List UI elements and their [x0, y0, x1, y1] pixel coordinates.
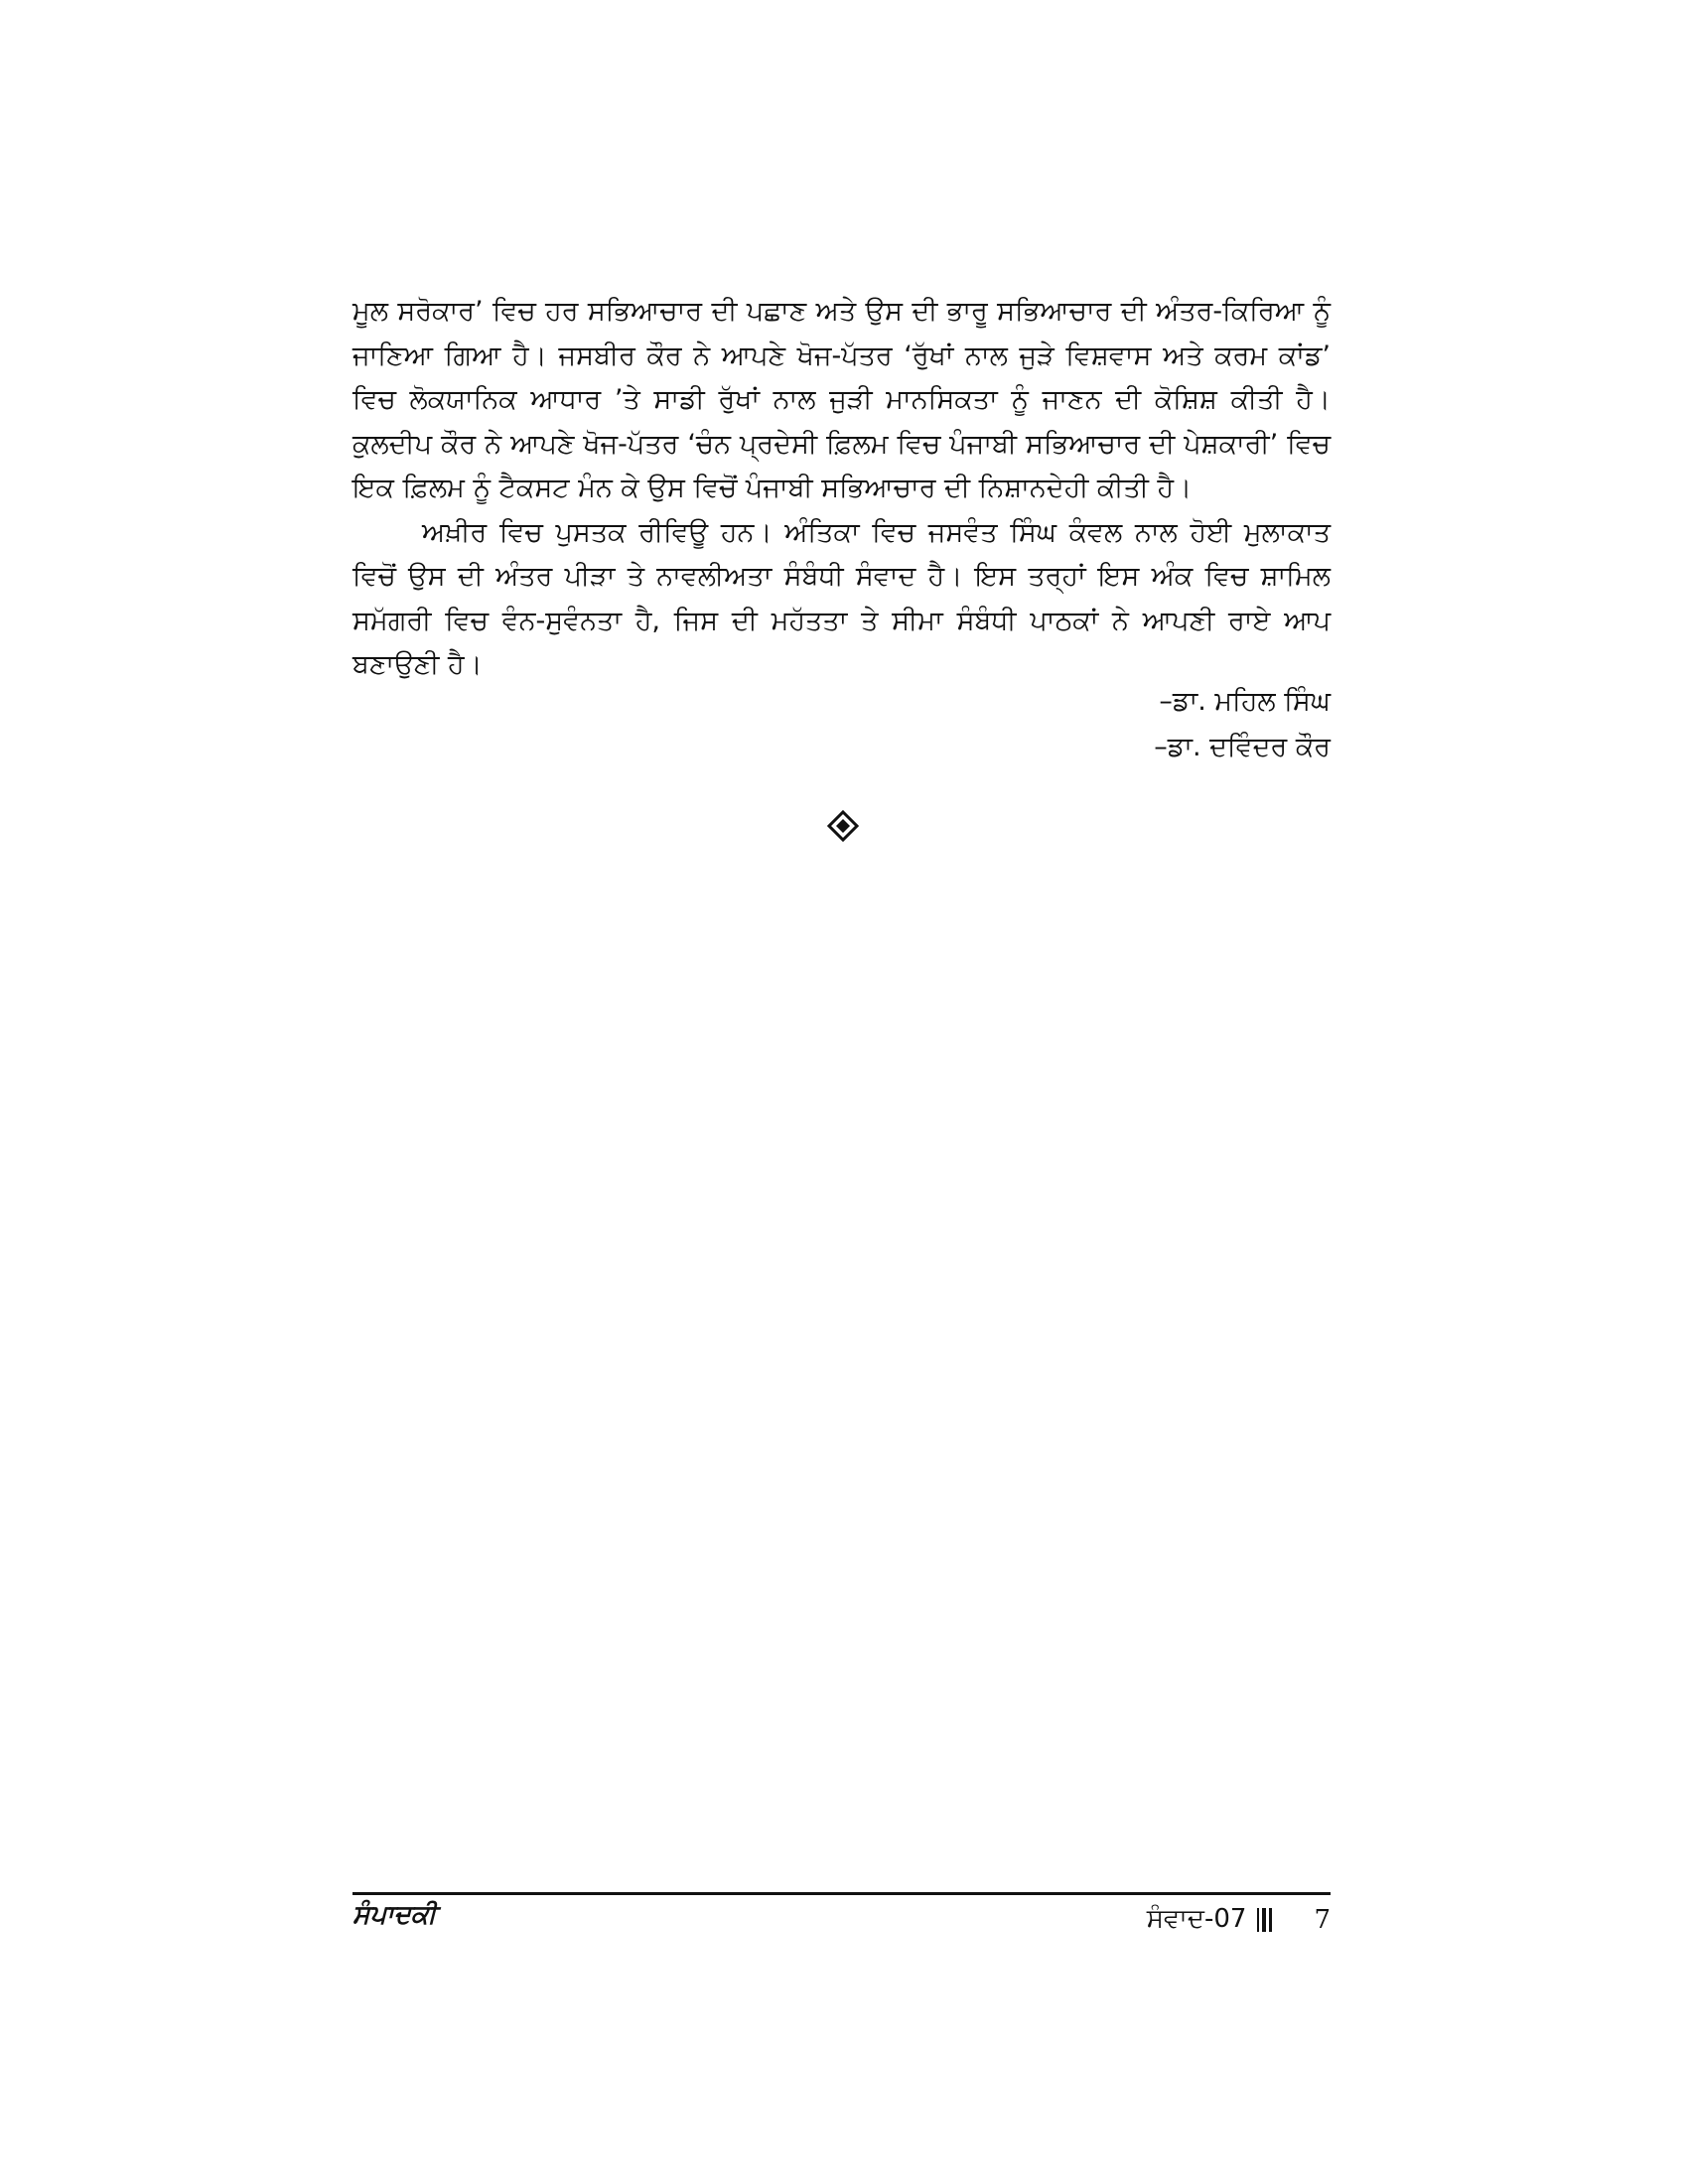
diamond-ornament-icon	[827, 810, 859, 842]
separator-bars-icon	[1256, 1908, 1274, 1932]
signature-editor-1: –ਡਾ. ਮਹਿਲ ਸਿੰਘ	[1159, 686, 1331, 717]
footer-divider	[352, 1892, 1331, 1895]
footer-journal-issue: ਸੰਵਾਦ-07	[1146, 1904, 1247, 1934]
editor-signatures	[1154, 679, 1331, 770]
signature-editor-2: –ਡਾ. ਦਵਿੰਦਰ ਕੌਰ	[1154, 732, 1331, 762]
footer-journal-info	[1147, 1904, 1331, 1935]
paragraph-continuation: ਮੂਲ ਸਰੋਕਾਰ’ ਵਿਚ ਹਰ ਸਭਿਆਚਾਰ ਦੀ ਪਛਾਣ ਅਤੇ ਉਸ ਦੀ ਭਾਰੂ ਸਭਿਆਚਾਰ ਦੀ ਅੰਤਰ-ਕਿਰਿਆ ਨੂੰ ਜਾਣਿਆ ਗਿਆ ਹੈ। ਜਸਬੀਰ ਕੌਰ ਨੇ ਆਪਣੇ ਖੋਜ-ਪੱਤਰ ‘ਰੁੱਖਾਂ ਨਾਲ ਜੁੜੇ ਵਿਸ਼ਵਾਸ ਅਤੇ ਕਰਮ ਕਾਂਡ’ ਵਿਚ ਲੋਕਯਾਨਿਕ ਆਧਾਰ ’ਤੇ ਸਾਡੀ ਰੁੱਖਾਂ ਨਾਲ ਜੁੜੀ ਮਾਨਸਿਕਤਾ ਨੂੰ ਜਾਣਨ ਦੀ ਕੋਸ਼ਿਸ਼ ਕੀਤੀ ਹੈ। ਕੁਲਦੀਪ ਕੌਰ ਨੇ ਆਪਣੇ ਖੋਜ-ਪੱਤਰ ‘ਚੰਨ ਪ੍ਰਦੇਸੀ ਫ਼ਿਲਮ ਵਿਚ ਪੰਜਾਬੀ ਸਭਿਆਚਾਰ ਦੀ ਪੇਸ਼ਕਾਰੀ’ ਵਿਚ ਇਕ ਫ਼ਿਲਮ ਨੂੰ ਟੈਕਸਟ ਮੰਨ ਕੇ ਉਸ ਵਿਚੋਂ ਪੰਜਾਬੀ ਸਭਿਆਚਾਰ ਦੀ ਨਿਸ਼ਾਨਦੇਹੀ ਕੀਤੀ ਹੈ।	[352, 296, 1331, 503]
page-number: 7	[1314, 1904, 1331, 1935]
body-text	[352, 290, 1331, 688]
paragraph-closing: ਅਖ਼ੀਰ ਵਿਚ ਪੁਸਤਕ ਰੀਵਿਊ ਹਨ। ਅੰਤਿਕਾ ਵਿਚ ਜਸਵੰਤ ਸਿੰਘ ਕੰਵਲ ਨਾਲ ਹੋਈ ਮੁਲਾਕਾਤ ਵਿਚੋਂ ਉਸ ਦੀ ਅੰਤਰ ਪੀੜਾ ਤੇ ਨਾਵਲੀਅਤਾ ਸੰਬੰਧੀ ਸੰਵਾਦ ਹੈ। ਇਸ ਤਰ੍ਹਾਂ ਇਸ ਅੰਕ ਵਿਚ ਸ਼ਾਮਿਲ ਸਮੱਗਰੀ ਵਿਚ ਵੰਨ-ਸੁਵੰਨਤਾ ਹੈ, ਜਿਸ ਦੀ ਮਹੱਤਤਾ ਤੇ ਸੀਮਾ ਸੰਬੰਧੀ ਪਾਠਕਾਂ ਨੇ ਆਪਣੀ ਰਾਏ ਆਪ ਬਣਾਉਣੀ ਹੈ।	[352, 516, 1331, 680]
footer-section-title: ਸੰਪਾਦਕੀ	[352, 1900, 437, 1930]
